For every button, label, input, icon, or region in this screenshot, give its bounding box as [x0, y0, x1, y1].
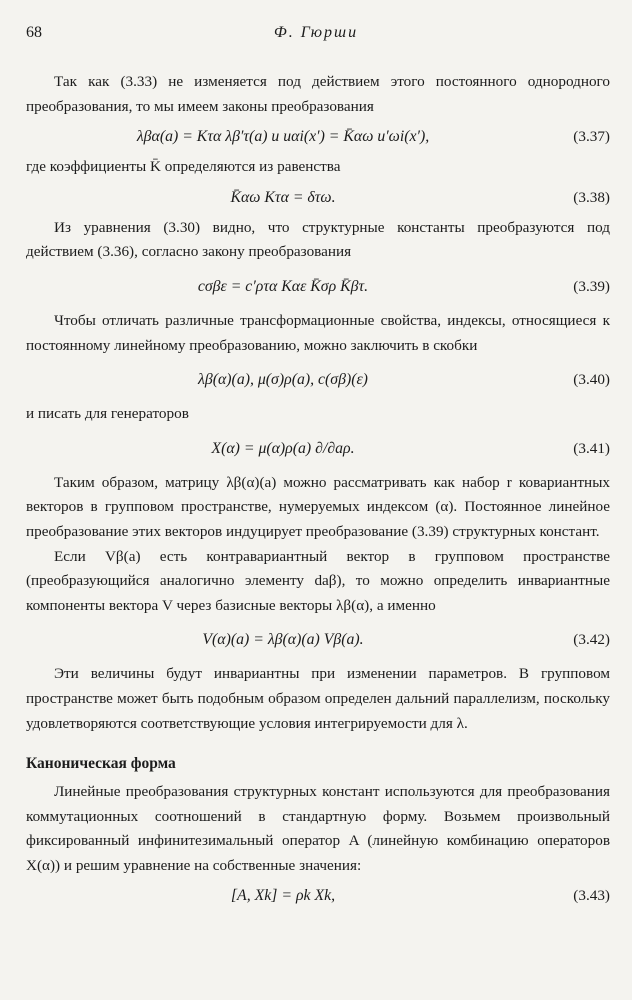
paragraph: Из уравнения (3.30) видно, что структурные константы преобразуются под действием (3.36), согласно закону преобразования: [26, 218, 610, 261]
equation-formula: λβα(a) = Kτα λβ′τ(a) и uαi(x′) = K̄αω u′ωi(x′),: [136, 128, 430, 146]
equation-formula: X(α) = μ(α)ρ(a) ∂/∂aρ.: [211, 439, 355, 457]
equation-formula: λβ(α)(a), μ(σ)ρ(a), c(σβ)(ε): [198, 371, 368, 389]
equation-number: (3.40): [573, 371, 610, 389]
page-header: [26, 24, 606, 48]
page-number: 68: [26, 24, 42, 41]
equation-3-40: [26, 362, 610, 398]
equation-3-39: [26, 269, 610, 305]
equation-number: (3.43): [573, 887, 610, 905]
equation-3-38: [26, 180, 610, 216]
paragraph: Эти величины будут инвариантны при изменении параметров. В групповом пространстве может быть подобным образом определен дальний параллелизм, поскольку удовлетворяются соответствующие условия интегрируемости для λ.: [26, 665, 610, 732]
equation-formula: V(α)(a) = λβ(α)(a) Vβ(a).: [202, 631, 364, 649]
equation-3-41: [26, 431, 610, 467]
paragraph: Чтобы отличать различные трансформационные свойства, индексы, относящиеся к постоянному линейному преобразованию, можно заключить в скобки: [26, 311, 610, 354]
running-head: Ф. Гюрши: [273, 24, 359, 41]
equation-number: (3.42): [573, 631, 610, 649]
equation-3-43: [26, 878, 610, 914]
equation-number: (3.38): [573, 188, 610, 206]
paragraph: Так как (3.33) не изменяется под действием этого постоянного однородного преобразования, то мы имеем законы преобразования: [26, 73, 610, 115]
equation-number: (3.39): [573, 277, 610, 295]
paragraph: Если Vβ(a) есть контравариантный вектор в групповом пространстве (преобразующийся аналогично элементу daβ), то можно определить инвариантные компоненты вектора V через базисные векторы λβ(α), а именно: [26, 547, 610, 614]
paragraph: где коэффициенты K̄ определяются из равенства: [26, 158, 341, 176]
paragraph: и писать для генераторов: [26, 405, 189, 423]
equation-formula: [A, Xk] = ρk Xk,: [230, 887, 336, 905]
equation-number: (3.41): [573, 439, 610, 457]
equation-3-42: [26, 622, 610, 658]
paragraph: Таким образом, матрицу λβ(α)(a) можно рассматривать как набор r ковариантных векторов в групповом пространстве, нумеруемых индексом (α). Постоянное линейное преобразование этих векторов индуцирует преобразование (3.39) структурных констант.: [26, 473, 610, 540]
equation-formula: K̄αω Kτα = δτω.: [230, 188, 336, 206]
equation-3-37: [26, 119, 610, 155]
equation-number: (3.37): [573, 128, 610, 146]
paragraph: Линейные преобразования структурных констант используются для преобразования коммутационных соотношений в стандартную форму. Возьмем произвольный фиксированный инфинитезимальный оператор A (линейную комбинацию операторов X(α)) и решим уравнение на собственные значения:: [26, 783, 610, 874]
section-title: Каноническая форма: [26, 755, 176, 773]
page-body: [26, 70, 610, 914]
equation-formula: cσβε = c′ρτα Kαε K̄σρ K̄βτ.: [197, 277, 369, 295]
